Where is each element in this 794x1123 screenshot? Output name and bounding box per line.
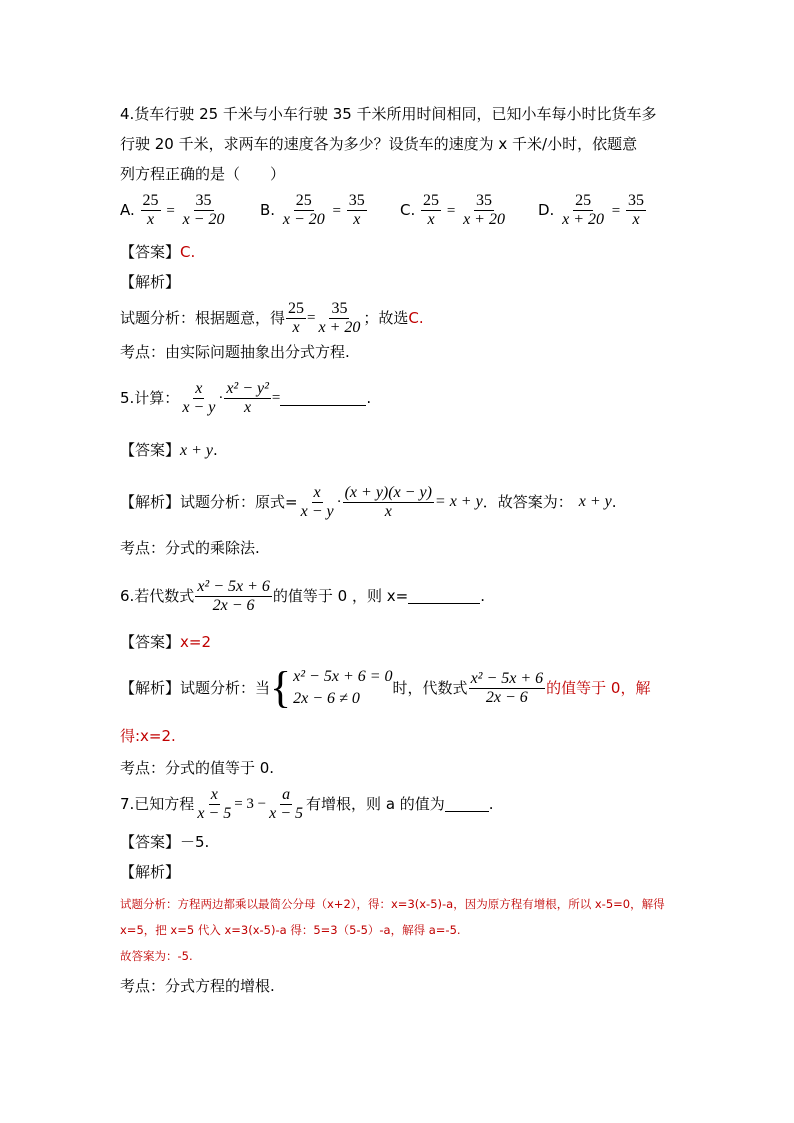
q7-suffix: . (488, 795, 494, 813)
numerator: 35 (476, 191, 493, 209)
fraction (286, 300, 306, 337)
denominator: x (353, 210, 361, 228)
fraction (181, 192, 227, 229)
numerator: x² − y² (226, 379, 269, 397)
option-label: A. (120, 200, 135, 219)
option-label: C. (400, 200, 416, 219)
q5-kaodian: 考点：分式的乘除法. (120, 539, 260, 557)
equation-system (270, 663, 393, 712)
numerator: 25 (575, 191, 592, 209)
fraction (141, 192, 161, 229)
denominator: x (384, 502, 392, 520)
q5-prefix: 5.计算： (120, 389, 180, 407)
fraction (267, 786, 305, 823)
analysis-end: . (611, 493, 617, 511)
q6-stem (120, 576, 485, 616)
analysis-text: ；故选 (363, 309, 409, 327)
q7-mid: 有增根，则 a 的值为 (306, 795, 445, 813)
q4-option-d: D. $\frac{25}{x + 20}$ = $\frac{35}{x}$ (538, 191, 645, 228)
analysis-text: 试题分析：根据题意，得 (120, 309, 286, 327)
numerator: x² − 5x + 6 (470, 669, 544, 687)
q6-mid: 的值等于 0 ，则 x= (272, 587, 409, 605)
answer-end: . (213, 441, 218, 459)
answer-blank[interactable] (280, 391, 366, 406)
left-brace: { (270, 663, 292, 712)
denominator: x (292, 318, 300, 336)
analysis-text: 的值等于 0，解 (546, 679, 651, 697)
denominator: x (427, 210, 435, 228)
q6-kaodian: 考点：分式的值等于 0. (120, 759, 275, 777)
option-label: D. (538, 200, 555, 219)
equation-sign: = 3 − (234, 796, 267, 812)
q4-options (120, 190, 647, 230)
fraction (316, 300, 362, 337)
answer-tag: 【答案】 (120, 833, 181, 851)
numerator: 35 (348, 191, 365, 209)
q6-prefix: 6.若代数式 (120, 587, 195, 605)
q5-stem: 5.计算： $\frac{x}{x - y}$ · $\frac{\text{x² − y²}}{x}$ = . (120, 379, 372, 416)
denominator: 2x − 6 (212, 596, 255, 614)
numerator: 25 (142, 191, 159, 209)
answer-tag: 【答案】 (120, 441, 181, 459)
analysis-final: x + y (578, 493, 612, 510)
q6-suffix: . (480, 587, 485, 605)
denominator: x (244, 398, 252, 416)
fraction (299, 484, 336, 521)
option-label: B. (260, 200, 276, 219)
fraction (224, 380, 271, 417)
denominator: x − 20 (182, 210, 225, 228)
numerator: x (195, 379, 203, 397)
q7-analysis-line-1: 试题分析：方程两边都乘以最简公分母（x+2），得：x=3(x-5)-a，因为原方程有增根，所以 x-5=0，解得 (120, 897, 665, 911)
q5-analysis: 【解析】 试题分析：原式= $\frac{x}{x - y}$ · $\frac{(x + y)(x - y)}{x}$ = x + y ．故答案为： x + y . (120, 483, 617, 520)
denominator: x + 20 (562, 210, 605, 228)
system-equation-1: x² − 5x + 6 = 0 (293, 668, 393, 685)
fraction (560, 192, 606, 229)
q7-stem (120, 784, 494, 824)
system-equation-2: 2x − 6 ≠ 0 (293, 690, 360, 707)
answer-value: C. (180, 243, 196, 261)
analysis-choice: C. (408, 309, 424, 327)
denominator: 2x − 6 (485, 688, 528, 706)
fraction (626, 192, 646, 229)
numerator: (x + y)(x − y) (344, 483, 432, 501)
denominator: x + 20 (318, 318, 361, 336)
fraction (421, 192, 441, 229)
q4-analysis: 试题分析：根据题意，得 $\frac{25}{x}$ = $\frac{35}{x + 20}$ ；故选 C. (120, 299, 424, 336)
denominator: x − y (300, 502, 334, 520)
q4-option-a: A. $\frac{25}{x}$ = $\frac{35}{x - 20}$ (120, 191, 225, 228)
denominator: x − 20 (282, 210, 325, 228)
q4-stem-line-2: 行驶 20 千米，求两车的速度各为多少？设货车的速度为 x 千米/小时，依题意 (120, 135, 638, 153)
numerator: 25 (288, 299, 305, 317)
answer-tag: 【答案】 (120, 633, 181, 651)
answer-value: －5. (180, 833, 210, 851)
analysis-text: 时，代数式 (392, 679, 468, 697)
fraction (347, 192, 367, 229)
answer-value: x + y (180, 442, 214, 459)
q6-answer (120, 632, 211, 652)
analysis-text: 试题分析：当 (180, 679, 271, 697)
denominator: x − 5 (197, 804, 232, 822)
q4-option-b: B. $\frac{25}{x - 20}$ = $\frac{35}{x}$ (260, 191, 365, 228)
q4-analysis-tag: 【解析】 (120, 273, 181, 291)
denominator: x (146, 210, 155, 228)
fraction (461, 192, 507, 229)
denominator: x − 5 (269, 804, 304, 822)
q4-option-c: C. $\frac{25}{x}$ = $\frac{35}{x + 20}$ (400, 191, 505, 228)
fraction (195, 578, 272, 615)
fraction (195, 786, 233, 823)
analysis-text: 试题分析：原式= (180, 493, 298, 511)
q5-suffix: . (366, 389, 372, 407)
fraction (469, 670, 546, 707)
answer-blank[interactable] (408, 589, 480, 604)
q7-answer (120, 832, 209, 852)
q4-stem-line-3: 列方程正确的是（ ） (120, 165, 286, 183)
numerator: 25 (295, 191, 312, 209)
answer-tag: 【答案】 (120, 243, 181, 261)
analysis-tag: 【解析】 (120, 493, 181, 511)
answer-blank[interactable] (445, 797, 489, 812)
q6-analysis (120, 664, 650, 712)
q6-analysis-line-2: 得:x=2. (120, 727, 176, 745)
q4-stem-line-1: 4.货车行驶 25 千米与小车行驶 35 千米所用时间相同，已知小车每小时比货车多 (120, 105, 657, 123)
analysis-text: ．故答案为： (482, 493, 573, 511)
numerator: 25 (423, 191, 440, 209)
q7-kaodian: 考点：分式方程的增根. (120, 977, 275, 995)
q7-analysis-line-2: x=5，把 x=5 代入 x=3(x-5)-a 得：5=3（5-5）-a，解得 a=-5. (120, 923, 461, 937)
analysis-tag: 【解析】 (120, 679, 181, 697)
numerator: 35 (331, 299, 348, 317)
q7-analysis-line-3: 故答案为：-5. (120, 949, 193, 963)
q7-analysis-tag: 【解析】 (120, 863, 181, 881)
fraction (281, 192, 327, 229)
q7-prefix: 7.已知方程 (120, 795, 195, 813)
denominator: x − y (182, 398, 216, 416)
q5-answer (120, 440, 218, 461)
numerator: 35 (628, 191, 645, 209)
numerator: x² − 5x + 6 (197, 577, 270, 595)
answer-value: x=2 (180, 633, 212, 651)
denominator: x (632, 210, 640, 228)
fraction (180, 380, 217, 417)
analysis-result: = x + y (434, 493, 483, 510)
q4-answer (120, 242, 195, 262)
q4-kaodian: 考点：由实际问题抽象出分式方程. (120, 343, 350, 361)
numerator: a (282, 785, 291, 803)
fraction (343, 484, 434, 521)
numerator: x (210, 785, 218, 803)
numerator: 35 (195, 191, 212, 209)
denominator: x + 20 (463, 210, 505, 228)
numerator: x (313, 483, 321, 501)
